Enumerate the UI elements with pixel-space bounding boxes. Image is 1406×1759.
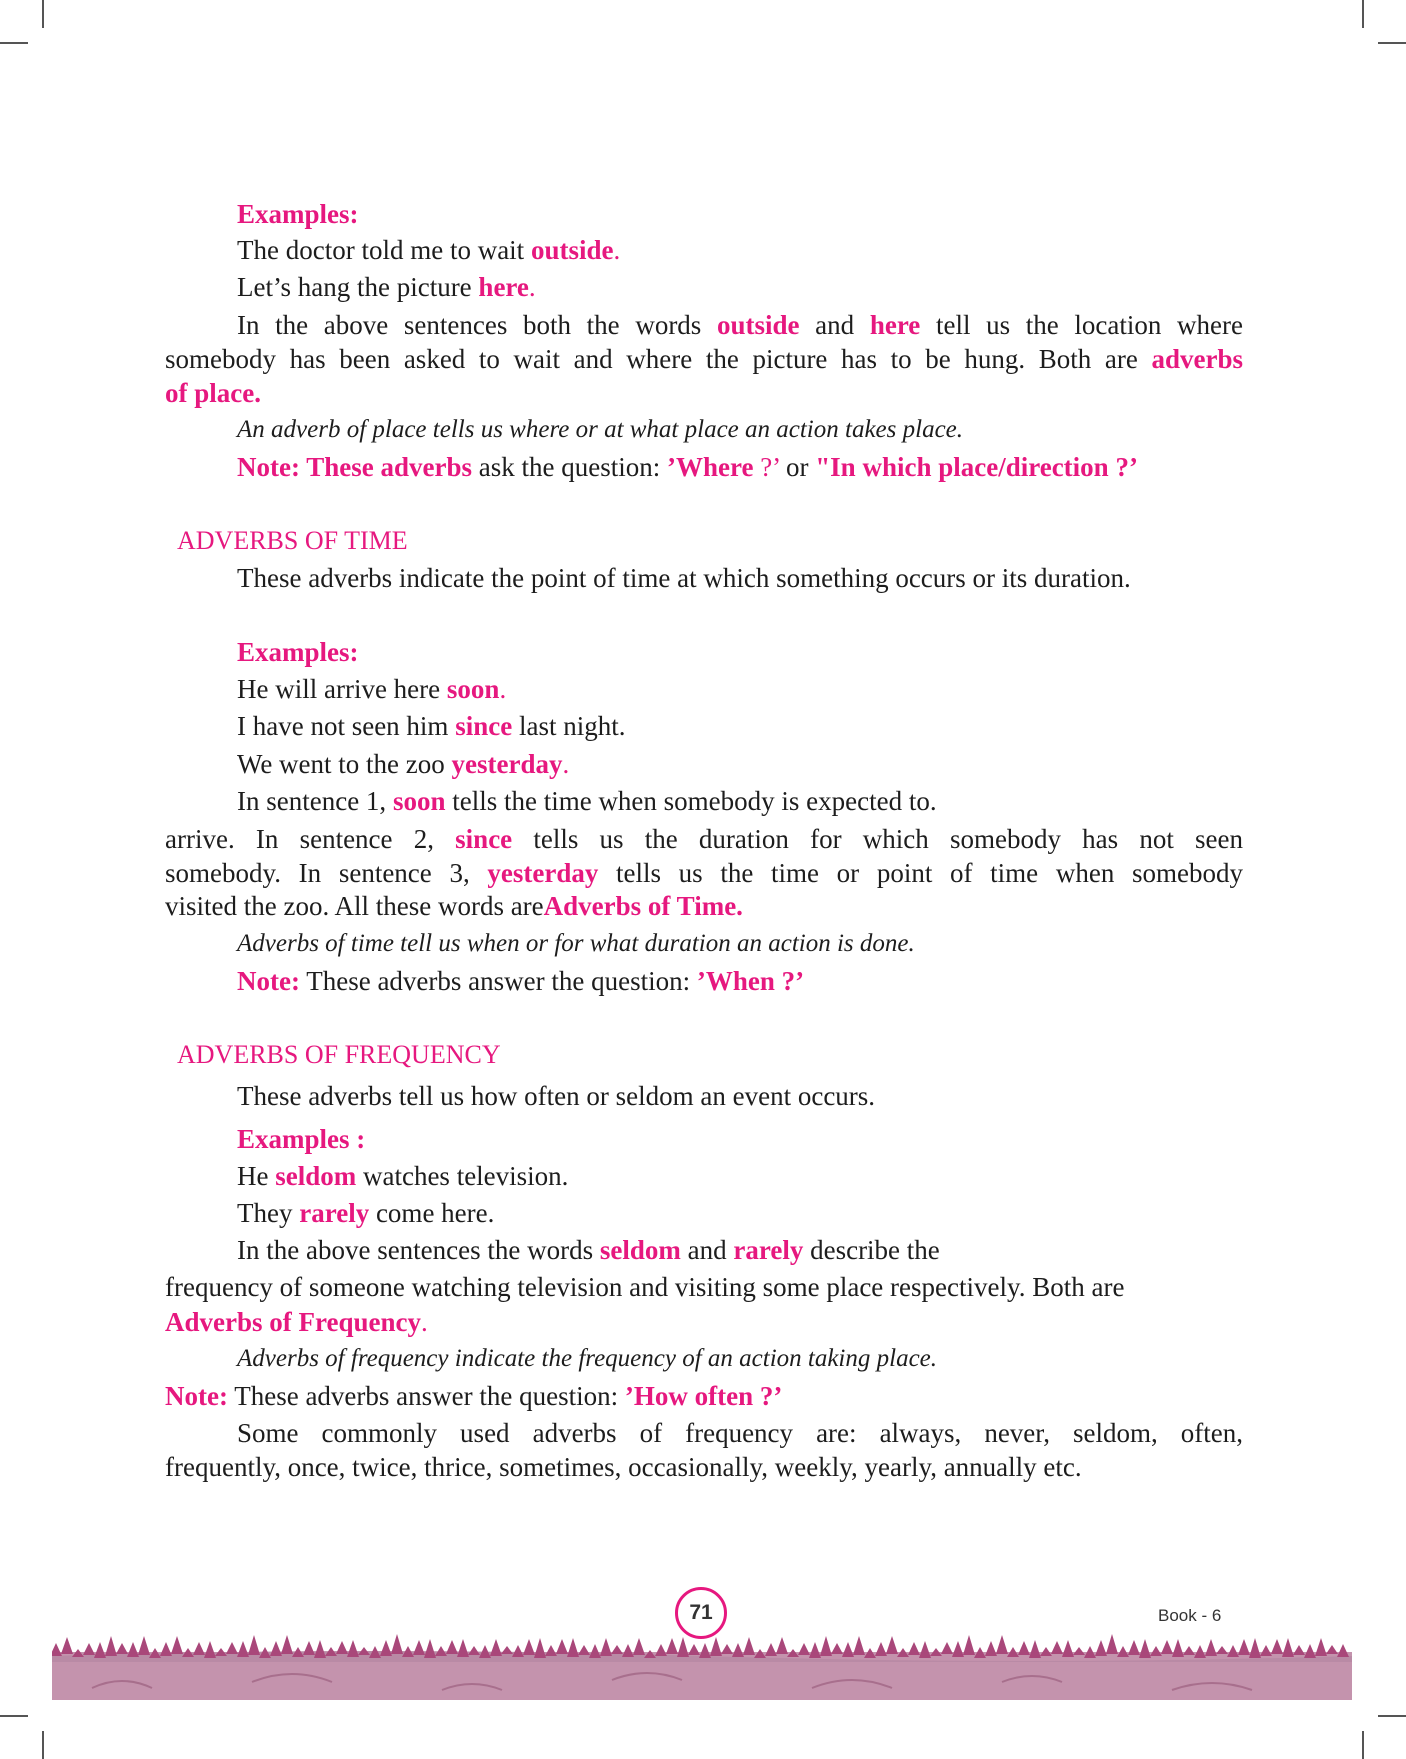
frequency-example-2: They rarely come here. (237, 1198, 495, 1228)
crop-mark (0, 1715, 28, 1717)
time-explanation-line-2: arrive. In sentence 2, since tells us the duration for which somebody has not seen (165, 824, 1243, 854)
frequency-heading: ADVERBS OF FREQUENCY (177, 1040, 501, 1069)
time-examples-label: Examples: (237, 637, 359, 667)
crop-mark (42, 1731, 44, 1759)
place-explanation-line-3: of place. (165, 378, 261, 408)
time-explanation-line-1: In sentence 1, soon tells the time when somebody is expected to. (237, 786, 937, 816)
frequency-explanation-line-1: In the above sentences the words seldom and rarely describe the (237, 1235, 940, 1265)
place-explanation-line-1: In the above sentences both the words outside and here tell us the location where (237, 310, 1243, 340)
crop-mark (0, 42, 28, 44)
crop-mark (1378, 42, 1406, 44)
time-note: Note: These adverbs answer the question: ’When ?’ (237, 966, 805, 996)
time-definition: Adverbs of time tell us when or for what duration an action is done. (237, 930, 915, 957)
crop-mark (1362, 0, 1364, 28)
place-note: Note: These adverbs ask the question: ’Where ?’ or "In which place/direction ?’ (237, 452, 1138, 482)
page-number: 71 (675, 1587, 727, 1639)
book-label: Book - 6 (1158, 1606, 1222, 1625)
frequency-examples-label: Examples : (237, 1124, 366, 1154)
time-example-1: He will arrive here soon. (237, 674, 507, 704)
frequency-example-1: He seldom watches television. (237, 1161, 569, 1191)
place-definition: An adverb of place tells us where or at what place an action takes place. (237, 416, 964, 443)
place-example-2: Let’s hang the picture here. (237, 272, 536, 302)
frequency-explanation-line-3: Adverbs of Frequency. (165, 1307, 428, 1337)
time-explanation-line-3: somebody. In sentence 3, yesterday tells us the time or point of time when somebody (165, 858, 1243, 888)
frequency-explanation-line-2: frequency of someone watching television and visiting some place respectively. Both are (165, 1272, 1125, 1302)
crop-mark (1362, 1731, 1364, 1759)
place-example-1: The doctor told me to wait outside. (237, 235, 621, 265)
time-example-3: We went to the zoo yesterday. (237, 749, 570, 779)
crop-mark (42, 0, 44, 28)
place-explanation-line-2: somebody has been asked to wait and where the picture has to be hung. Both are adverbs (165, 344, 1243, 374)
frequency-definition: Adverbs of frequency indicate the frequency of an action taking place. (237, 1345, 938, 1372)
time-heading: ADVERBS OF TIME (177, 526, 408, 555)
crop-mark (1378, 1715, 1406, 1717)
place-examples-label: Examples: (237, 199, 359, 229)
time-example-2: I have not seen him since last night. (237, 711, 626, 741)
frequency-list-line-2: frequently, once, twice, thrice, sometimes, occasionally, weekly, yearly, annually etc. (165, 1452, 1082, 1482)
frequency-intro: These adverbs tell us how often or seldom an event occurs. (237, 1081, 876, 1111)
frequency-list-line-1: Some commonly used adverbs of frequency are: always, never, seldom, often, (237, 1418, 1243, 1448)
time-intro: These adverbs indicate the point of time at which something occurs or its duration. (237, 563, 1131, 593)
time-explanation-line-4: visited the zoo. All these words areAdverbs of Time. (165, 891, 743, 921)
frequency-note: Note: These adverbs answer the question: ’How often ?’ (165, 1381, 783, 1411)
